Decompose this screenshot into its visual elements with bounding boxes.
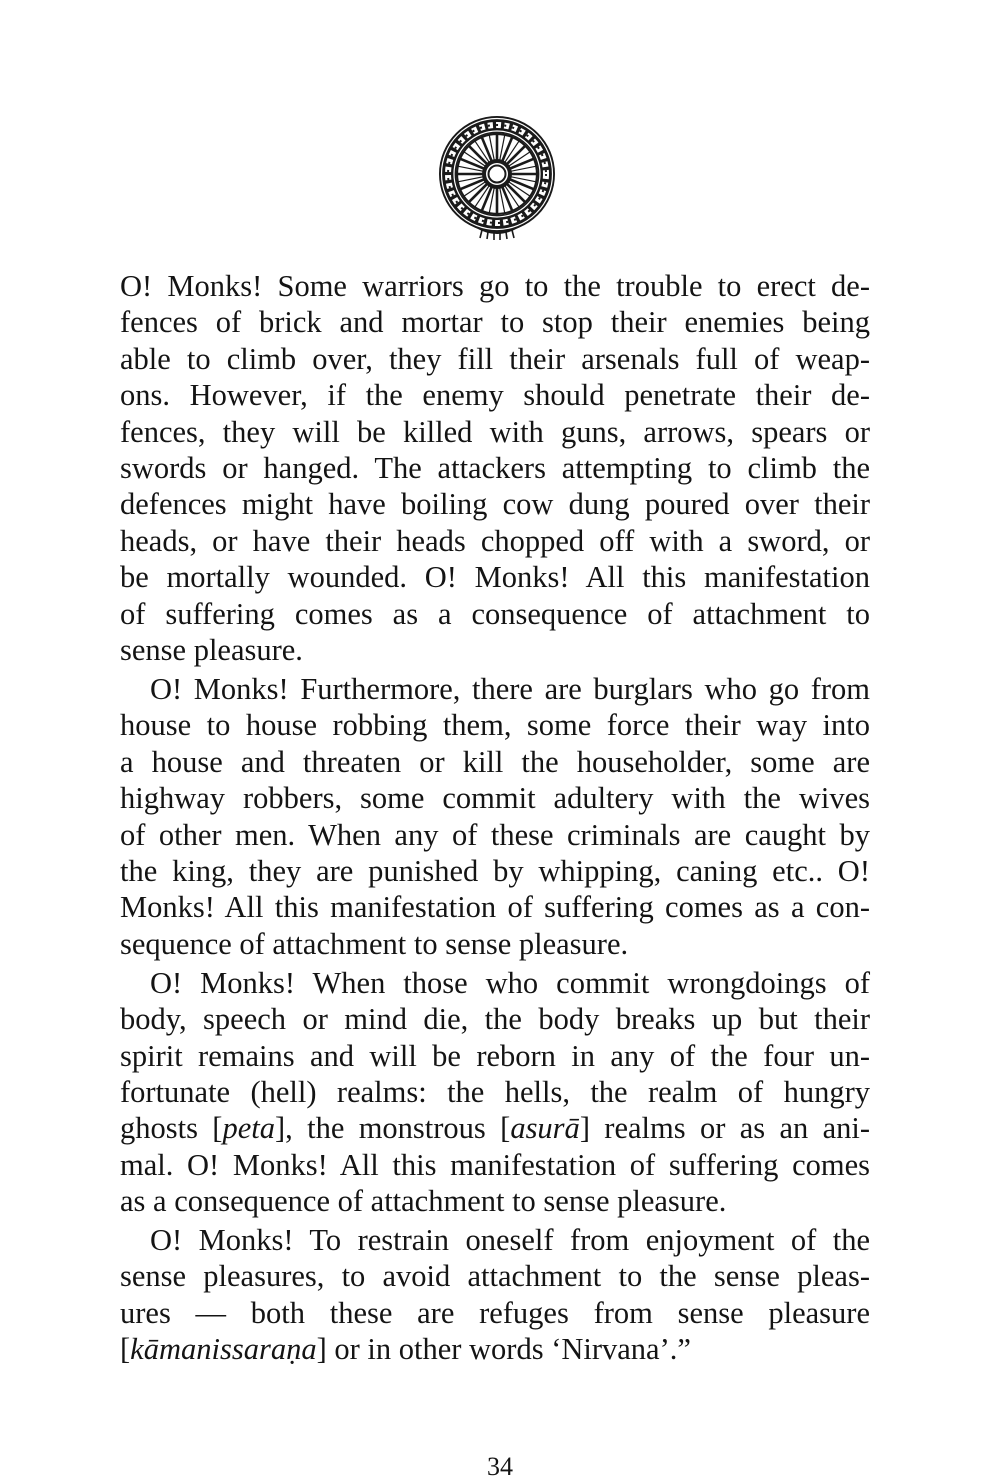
text-line: of suffering comes as a consequence of attachment to bbox=[120, 596, 870, 631]
text-line: mal. O! Monks! All this manifestation of suffering comes bbox=[120, 1147, 870, 1182]
text-line: house to house robbing them, some force their way into bbox=[120, 708, 870, 743]
dharma-wheel-icon bbox=[436, 112, 558, 240]
page-number: 34 bbox=[487, 1453, 513, 1481]
text-segment: ], the monstrous [ bbox=[274, 1111, 511, 1146]
paragraph bbox=[120, 268, 870, 668]
text-line: sequence of attachment to sense pleasure. bbox=[120, 926, 629, 961]
text-segment: ] realms or as an ani- bbox=[579, 1111, 870, 1146]
text-line: defences might have boiling cow dung poured over their bbox=[120, 487, 870, 522]
text-line: fences of brick and mortar to stop their enemies being bbox=[120, 305, 870, 340]
text-line: O! Monks! Furthermore, there are burglars who go from bbox=[150, 671, 870, 706]
paragraph bbox=[120, 965, 870, 1220]
text-line: as a consequence of attachment to sense pleasure. bbox=[120, 1184, 727, 1219]
text-line: ons. However, if the enemy should penetrate their de- bbox=[120, 378, 870, 413]
text-segment: [ bbox=[120, 1332, 131, 1367]
paragraph bbox=[120, 671, 870, 962]
text-line: ures — both these are refuges from sense pleasure bbox=[120, 1295, 870, 1330]
text-line: Monks! All this manifestation of suffering comes as a con- bbox=[120, 890, 870, 925]
text-segment: ] or in other words ‘Nirvana’.” bbox=[316, 1332, 691, 1367]
text-line: the king, they are punished by whipping, caning etc.. O! bbox=[120, 854, 870, 888]
text-line: able to climb over, they fill their arsenals full of weap- bbox=[120, 341, 870, 376]
text-line: heads, or have their heads chopped off with a sword, or bbox=[120, 523, 870, 558]
text-line: O! Monks! To restrain oneself from enjoyment of the bbox=[150, 1223, 870, 1258]
text-line: a house and threaten or kill the householder, some are bbox=[120, 744, 870, 779]
text-line: fortunate (hell) realms: the hells, the realm of hungry bbox=[120, 1074, 870, 1109]
text-segment: ghosts [ bbox=[120, 1111, 223, 1146]
text-line bbox=[120, 1331, 870, 1367]
text-line bbox=[120, 1110, 870, 1146]
wheel-hub bbox=[482, 159, 512, 189]
text-line: be mortally wounded. O! Monks! All this manifestation bbox=[120, 560, 870, 595]
text-line: sense pleasures, to avoid attachment to the sense pleas- bbox=[120, 1259, 870, 1294]
pali-term-kamanissarana: kāmanissaraṇa bbox=[130, 1332, 317, 1367]
pali-term-peta: peta bbox=[222, 1111, 275, 1146]
text-line: sense pleasure. bbox=[120, 633, 303, 668]
pali-term-asura: asurā bbox=[510, 1111, 580, 1146]
body-text bbox=[120, 268, 870, 1368]
text-line: body, speech or mind die, the body breaks up but their bbox=[120, 1002, 870, 1037]
text-line: spirit remains and will be reborn in any of the four un- bbox=[120, 1038, 870, 1073]
text-line: O! Monks! Some warriors go to the trouble to erect de- bbox=[120, 269, 870, 303]
text-line: swords or hanged. The attackers attempting to climb the bbox=[120, 451, 870, 486]
text-line: of other men. When any of these criminals are caught by bbox=[120, 817, 870, 852]
paragraph bbox=[120, 1222, 870, 1368]
text-line: highway robbers, some commit adultery with the wives bbox=[120, 781, 870, 816]
text-line: fences, they will be killed with guns, arrows, spears or bbox=[120, 414, 870, 449]
text-line: O! Monks! When those who commit wrongdoings of bbox=[150, 965, 870, 1000]
